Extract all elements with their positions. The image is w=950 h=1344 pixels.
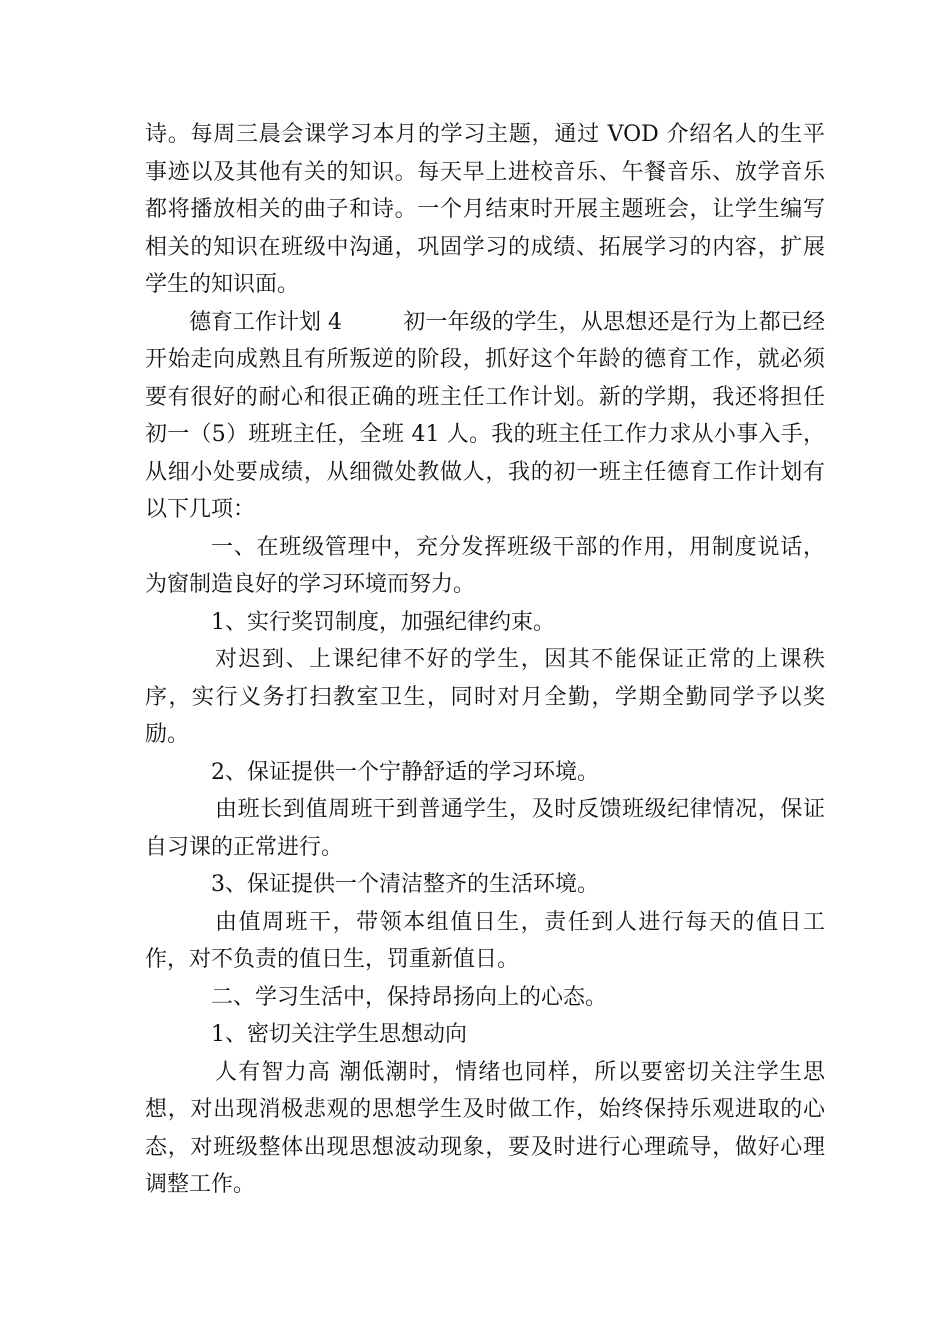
paragraph-1-1: 对迟到、上课纪律不好的学生，因其不能保证正常的上课秩序，实行义务打扫教室卫生，同时对月全勤，学期全勤同学予以奖励。 — [145, 647, 825, 747]
section-heading-1: 一、在班级管理中，充分发挥班级干部的作用，用制度说话，为窗制造良好的学习环境而努力。 — [145, 534, 825, 597]
document-body — [145, 116, 825, 1204]
paragraph-plan-4 — [145, 304, 825, 529]
paragraph-1-2: 由班长到值周班干到普通学生，及时反馈班级纪律情况，保证自习课的正常进行。 — [145, 797, 825, 860]
plan-title: 德育工作计划 4 — [189, 309, 342, 335]
paragraph-plan-4-text: 初一年级的学生，从思想还是行为上都已经开始走向成熟且有所叛逆的阶段，抓好这个年龄的德育工作，就必须要有很好的耐心和很正确的班主任工作计划。新的学期，我还将担任初一（5）班班主任，全班 41 人。我的班主任工作力求从小事入手，从细小处要成绩，从细微处教做人，我的初一班主任德育工作计划有以下几项： — [145, 309, 825, 522]
item-heading-1-1: 1、实行奖罚制度，加强纪律约束。 — [211, 609, 555, 635]
item-heading-1-3: 3、保证提供一个清洁整齐的生活环境。 — [211, 872, 599, 897]
paragraph-intro: 诗。每周三晨会课学习本月的学习主题，通过 VOD 介绍名人的生平事迹以及其他有关的知识。每天早上进校音乐、午餐音乐、放学音乐都将播放相关的曲子和诗。一个月结束时开展主题班会，让学生编写相关的知识在班级中沟通，巩固学习的成绩、拓展学习的内容，扩展学生的知识面。 — [145, 122, 825, 297]
section-heading-2: 二、学习生活中，保持昂扬向上的心态。 — [211, 984, 608, 1010]
item-heading-1-2: 2、保证提供一个宁静舒适的学习环境。 — [211, 759, 599, 785]
item-heading-2-1: 1、密切关注学生思想动向 — [211, 1022, 467, 1047]
paragraph-2-1: 人有智力高 潮低潮时，情绪也同样，所以要密切关注学生思想，对出现消极悲观的思想学生及时做工作，始终保持乐观进取的心态，对班级整体出现思想波动现象，要及时进行心理疏导，做好心理调整工作。 — [145, 1059, 825, 1197]
paragraph-1-3: 由值周班干，带领本组值日生，责任到人进行每天的值日工作，对不负责的值日生，罚重新值日。 — [145, 909, 825, 972]
